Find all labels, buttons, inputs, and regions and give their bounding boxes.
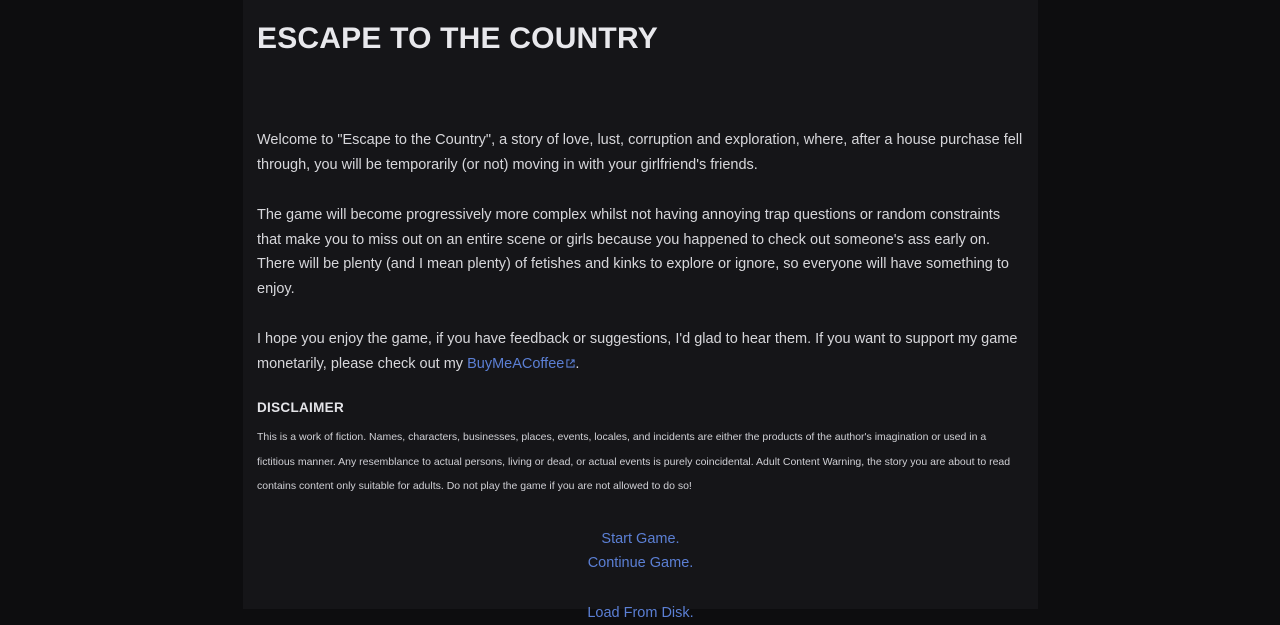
continue-game-button[interactable]: Continue Game. — [257, 551, 1024, 576]
intro-paragraph-3 — [257, 327, 1024, 376]
intro-paragraph-1: Welcome to "Escape to the Country", a story of love, lust, corruption and exploration, where, after a house purchase fell through, you will be temporarily (or not) moving in with your girlfriend's friends. — [257, 128, 1024, 177]
buymeacoffee-link[interactable] — [467, 356, 575, 372]
load-from-disk-button[interactable]: Load From Disk. — [257, 601, 1024, 625]
buymeacoffee-link-label: BuyMeACoffee — [467, 356, 564, 372]
intro-paragraph-3-before: I hope you enjoy the game, if you have feedback or suggestions, I'd glad to hear them. If you want to support my game monetarily, please check out my — [257, 331, 1017, 372]
menu-spacer — [257, 576, 1024, 601]
start-game-button[interactable]: Start Game. — [257, 527, 1024, 552]
intro-paragraph-3-after: . — [575, 356, 579, 372]
disclaimer-section — [257, 400, 1024, 499]
disclaimer-text: This is a work of fiction. Names, characters, businesses, places, events, locales, and incidents are either the products of the author's imagination or used in a fictitious manner. Any resemblance to actual persons, living or dead, or actual events is purely coincidental. Adult Content Warning, the story you are about to read contains content only suitable for adults. Do not play the game if you are not allowed to do so! — [257, 425, 1022, 499]
content-column — [243, 0, 1038, 609]
external-link-icon — [566, 359, 575, 368]
page-title: ESCAPE TO THE COUNTRY — [257, 20, 1024, 58]
disclaimer-heading: DISCLAIMER — [257, 400, 1024, 415]
main-menu — [257, 527, 1024, 625]
intro-paragraph-2: The game will become progressively more complex whilst not having annoying trap questions or random constraints that make you to miss out on an entire scene or girls because you happened to check out someone's ass early on. There will be plenty (and I mean plenty) of fetishes and kinks to explore or ignore, so everyone will have something to enjoy. — [257, 203, 1024, 301]
intro-section — [257, 128, 1024, 376]
